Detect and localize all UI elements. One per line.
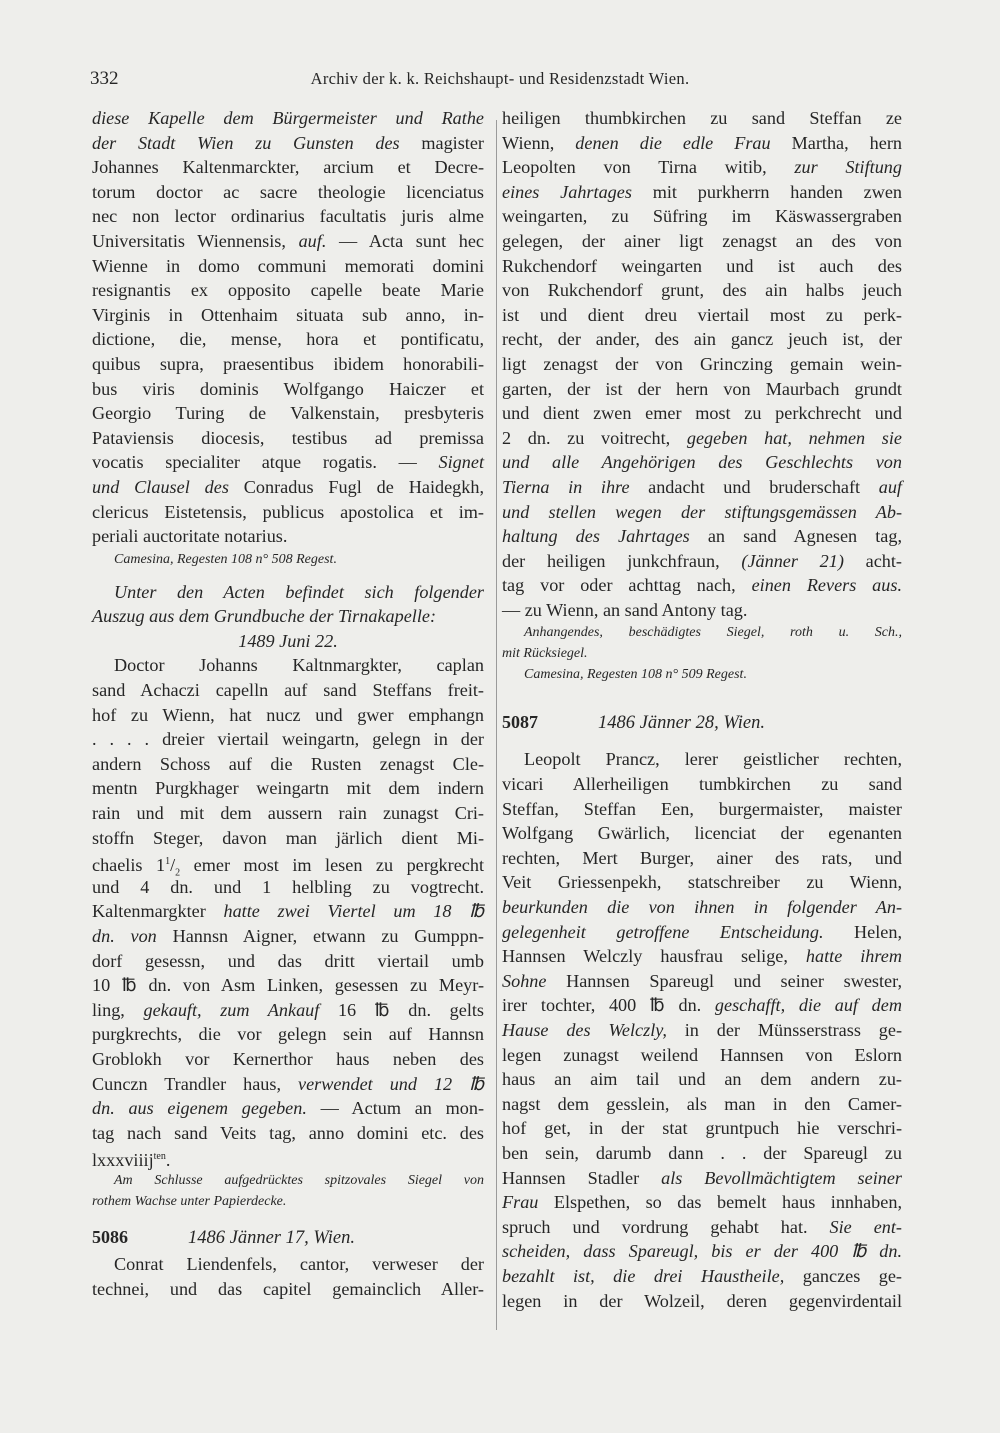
left-column <box>92 106 484 1301</box>
text-line: tag vor oder achttag nach, einen Revers aus. <box>502 575 902 596</box>
text-line: Unter den Acten befindet sich folgender <box>114 581 484 602</box>
text-line: Johannes Kaltenmarckter, arcium et Decre- <box>92 157 484 178</box>
text-line: — zu Wienn, an sand Antony tag. <box>502 599 748 620</box>
text-line: Virginis in Ottenhaim situata sub anno, in- <box>92 304 484 325</box>
text-line: scheiden, dass Spareugl, bis er der 400 ℔ dn. <box>502 1241 902 1262</box>
excerpt-intro <box>92 580 484 629</box>
text-line: recht, der ander, des ain gancz jeuch ist, der <box>502 329 902 350</box>
text-line: und stellen wegen der stiftungsgemässen Ab- <box>502 501 902 522</box>
text-line: Leopolten von Tirna witib, zur Stiftung <box>502 157 902 178</box>
text-line: garten, der ist der hern von Maurbach grundt <box>502 378 902 399</box>
text-line: hof get, in der stat gruntpuch hie verschri- <box>502 1118 902 1139</box>
text-line: Sohne Hannsen Spareugl und seiner swester, <box>502 970 902 991</box>
text-line: legen in der Wolzeil, deren gegenvirdentail <box>502 1290 902 1311</box>
seal-note-right <box>502 622 902 664</box>
text-line: nagst dem gesslein, als man in den Camer- <box>502 1093 902 1114</box>
text-line: bus viris dominis Wolfgango Haiczer et <box>92 378 484 399</box>
text-line: mentn Purgkhager weingartn mit dem indern <box>92 778 484 799</box>
page-header <box>90 68 910 92</box>
text-line: Steffan, Steffan Een, burgermaister, maister <box>502 798 902 819</box>
text-line: clericus Eistetensis, publicus apostolica et im- <box>92 501 484 522</box>
text-line: rothem Wachse unter Papierdecke. <box>92 1193 287 1209</box>
text-line: technei, und das capitel gemainclich Aller- <box>92 1278 484 1299</box>
text-line: Wienne in domo communi memorati domini <box>92 255 484 276</box>
text-line: Cunczn Trandler haus, verwendet und 12 ℔ <box>92 1073 484 1094</box>
text-line: Doctor Johanns Kaltnmargkter, caplan <box>114 655 484 676</box>
text-line: dictione, die, mense, hora et pontificatu, <box>92 329 484 350</box>
text-line: hof zu Wienn, hat nucz und gwer emphangn <box>92 704 484 725</box>
text-line: Veit Griessenpekh, statschreiber zu Wienn, <box>502 872 902 893</box>
text-line: Kaltenmargkter hatte zwei Viertel um 18 ℔ <box>92 901 485 922</box>
text-line: Hause des Welczly, in der Münsserstrass ge- <box>502 1020 902 1040</box>
text-line: und Clausel des Conradus Fugl de Haidegkh, <box>92 476 484 497</box>
text-line: Leopolt Prancz, lerer geistlicher rechten, <box>524 749 902 770</box>
page-number: 332 <box>90 68 119 89</box>
excerpt-text <box>92 653 484 1169</box>
text-line: Georgio Turing de Valkenstain, presbyteris <box>92 403 484 424</box>
text-line: nec non lector ordinarius facultatis juris alme <box>92 206 484 227</box>
text-line: Pataviensis diocesis, testibus ad premissa <box>92 427 484 448</box>
source-note: Camesina, Regesten 108 n° 508 Regest. <box>114 551 337 567</box>
text-line: vicari Allerheiligen tumbkirchen zu sand <box>502 774 902 795</box>
text-line: spruch und vordrung gehabt hat. Sie ent- <box>502 1216 902 1237</box>
text-line: Rukchendorf weingarten und ist auch des <box>502 255 902 276</box>
text-line: Tierna in ihre andacht und bruderschaft auf <box>502 476 902 497</box>
text-line: und 4 dn. und 1 helbling zu vogtrecht. <box>92 876 484 897</box>
text-line: Frau Elspethen, so das bemelt haus innhaben, <box>502 1192 902 1213</box>
text-line: heiligen thumbkirchen zu sand Steffan ze <box>502 108 902 128</box>
text-line: weingarten, zu Süfring im Käswassergraben <box>502 206 902 227</box>
entry-date: 1486 Jänner 17, Wien. <box>188 1227 355 1248</box>
text-line: dn. von Hannsn Aigner, etwann zu Gumppn- <box>92 926 484 946</box>
entry-5086-text <box>92 1252 484 1301</box>
text-line: Wienn, denen die edle Frau Martha, hern <box>502 132 902 153</box>
excerpt-date: 1489 Juni 22. <box>238 630 338 651</box>
text-line: 10 ℔ dn. von Asm Linken, gesessen zu Meyr- <box>92 975 484 996</box>
text-line: legen zunagst weilend Hannsen von Eslorn <box>502 1044 902 1065</box>
text-line: haus an aim tail und an dem andern zu- <box>502 1069 902 1090</box>
text-line: Groblokh vor Kernerthor haus neben des <box>92 1048 484 1069</box>
text-line: mit Rücksiegel. <box>502 646 588 662</box>
text-line: . . . . dreier viertail weingartn, gelegn in der <box>92 729 484 750</box>
entry-number: 5087 <box>502 712 538 733</box>
text-line: haltung des Jahrtages an sand Agnesen tag, <box>502 526 902 547</box>
entry-5087-text <box>502 747 902 1313</box>
column-divider <box>496 120 497 1330</box>
text-line: irer tochter, 400 ℔ dn. geschafft, die auf dem <box>502 995 902 1016</box>
text-line: Am Schlusse aufgedrücktes spitzovales Siegel von <box>114 1172 484 1188</box>
text-line: sand Achaczi capelln auf sand Steffans freit- <box>92 680 484 701</box>
left-text-block <box>92 106 484 549</box>
text-line: vocatis specialiter atque rogatis. — Signet <box>92 452 484 473</box>
text-line: 2 dn. zu voitrecht, gegeben hat, nehmen sie <box>502 427 902 448</box>
entry-number: 5086 <box>92 1226 128 1247</box>
entry-5087-heading <box>502 707 902 737</box>
text-line: beurkunden die von ihnen in folgender An- <box>502 897 902 918</box>
text-line: rain und mit dem aussern rain zunagst Cri- <box>92 803 484 824</box>
text-line: torum doctor ac sacre theologie licenciatus <box>92 181 484 202</box>
text-line: chaelis $1^1/_2$ emer most im lesen zu pergkrecht <box>92 855 485 879</box>
text-line: ling, gekauft, zum Ankauf 16 ℔ dn. gelts <box>92 999 485 1020</box>
text-line: gelegen, der ainer ligt zenagst an des von <box>502 230 902 251</box>
text-line: eines Jahrtages mit purkherrn handen zwen <box>502 181 902 202</box>
entry-date: 1486 Jänner 28, Wien. <box>598 713 765 734</box>
text-line: Hannsen Stadler als Bevollmächtigtem seiner <box>502 1167 903 1188</box>
text-line: Anhangendes, beschädigtes Siegel, roth u. Sch., <box>524 625 902 641</box>
text-line: und alle Angehörigen des Geschlechts von <box>502 452 902 473</box>
text-line: quibus supra, praesentibus ibidem honorabili- <box>92 353 484 374</box>
text-line: stoffn Steger, davon man järlich dient Mi- <box>92 827 484 848</box>
text-line: von Rukchendorf grunt, des ain halbs jeuch <box>502 280 902 301</box>
text-line: gelegenheit getroffene Entscheidung. Helen, <box>502 921 902 942</box>
text-line: ligt zenagst der von Grinczing gemain wein- <box>502 353 902 374</box>
running-title: Archiv der k. k. Reichshaupt- und Residenzstadt Wien. <box>310 69 690 88</box>
text-line: dorf gesessn, und das dritt viertail umb <box>92 950 484 971</box>
text-line: tag nach sand Veits tag, anno domini etc. des <box>92 1122 484 1143</box>
text-line: bezahlt ist, die drei Haustheile, ganczes ge- <box>502 1265 902 1286</box>
text-line: lxxxviiij$^{ten}$. <box>92 1150 171 1171</box>
text-line: Hannsen Welczly hausfrau selige, hatte ihrem <box>502 946 902 967</box>
text-line: der Stadt Wien zu Gunsten des magister <box>92 132 484 153</box>
text-line: resignantis ex opposito capelle beate Marie <box>92 280 484 301</box>
text-line: Universitatis Wiennensis, auf. — Acta sunt hec <box>92 230 484 251</box>
text-line: Conrat Liendenfels, cantor, verweser der <box>114 1253 484 1274</box>
text-line: Auszug aus dem Grundbuche der Tirnakapelle: <box>92 606 437 627</box>
entry-5086-heading <box>92 1222 484 1252</box>
source-note-right: Camesina, Regesten 108 n° 509 Regest. <box>524 667 747 683</box>
text-line: purgkrechts, die vor gelegn sein auf Hannsn <box>92 1024 484 1045</box>
text-line: rechten, Mert Burger, ainer des rats, und <box>502 847 902 868</box>
text-line: diese Kapelle dem Bürgermeister und Rathe <box>92 108 484 128</box>
text-line: Wolfgang Gwärlich, licenciat der egenanten <box>502 823 902 844</box>
text-line: der heiligen junkchfraun, (Jänner 21) acht- <box>502 550 902 571</box>
right-column <box>502 106 902 1313</box>
text-line: dn. aus eigenem gegeben. — Actum an mon- <box>92 1098 484 1119</box>
text-line: periali auctoritate notarius. <box>92 526 288 547</box>
right-text-block <box>502 106 902 622</box>
text-line: andern Schoss auf die Rusten zenagst Cle- <box>92 753 484 774</box>
seal-note <box>92 1170 484 1212</box>
text-line: und dient zwen emer most zu perkchrecht und <box>502 403 902 424</box>
text-line: ist und dient dreu viertail most zu perk- <box>502 304 902 325</box>
text-line: ben sein, darumb dann . . der Spareugl zu <box>502 1142 902 1163</box>
